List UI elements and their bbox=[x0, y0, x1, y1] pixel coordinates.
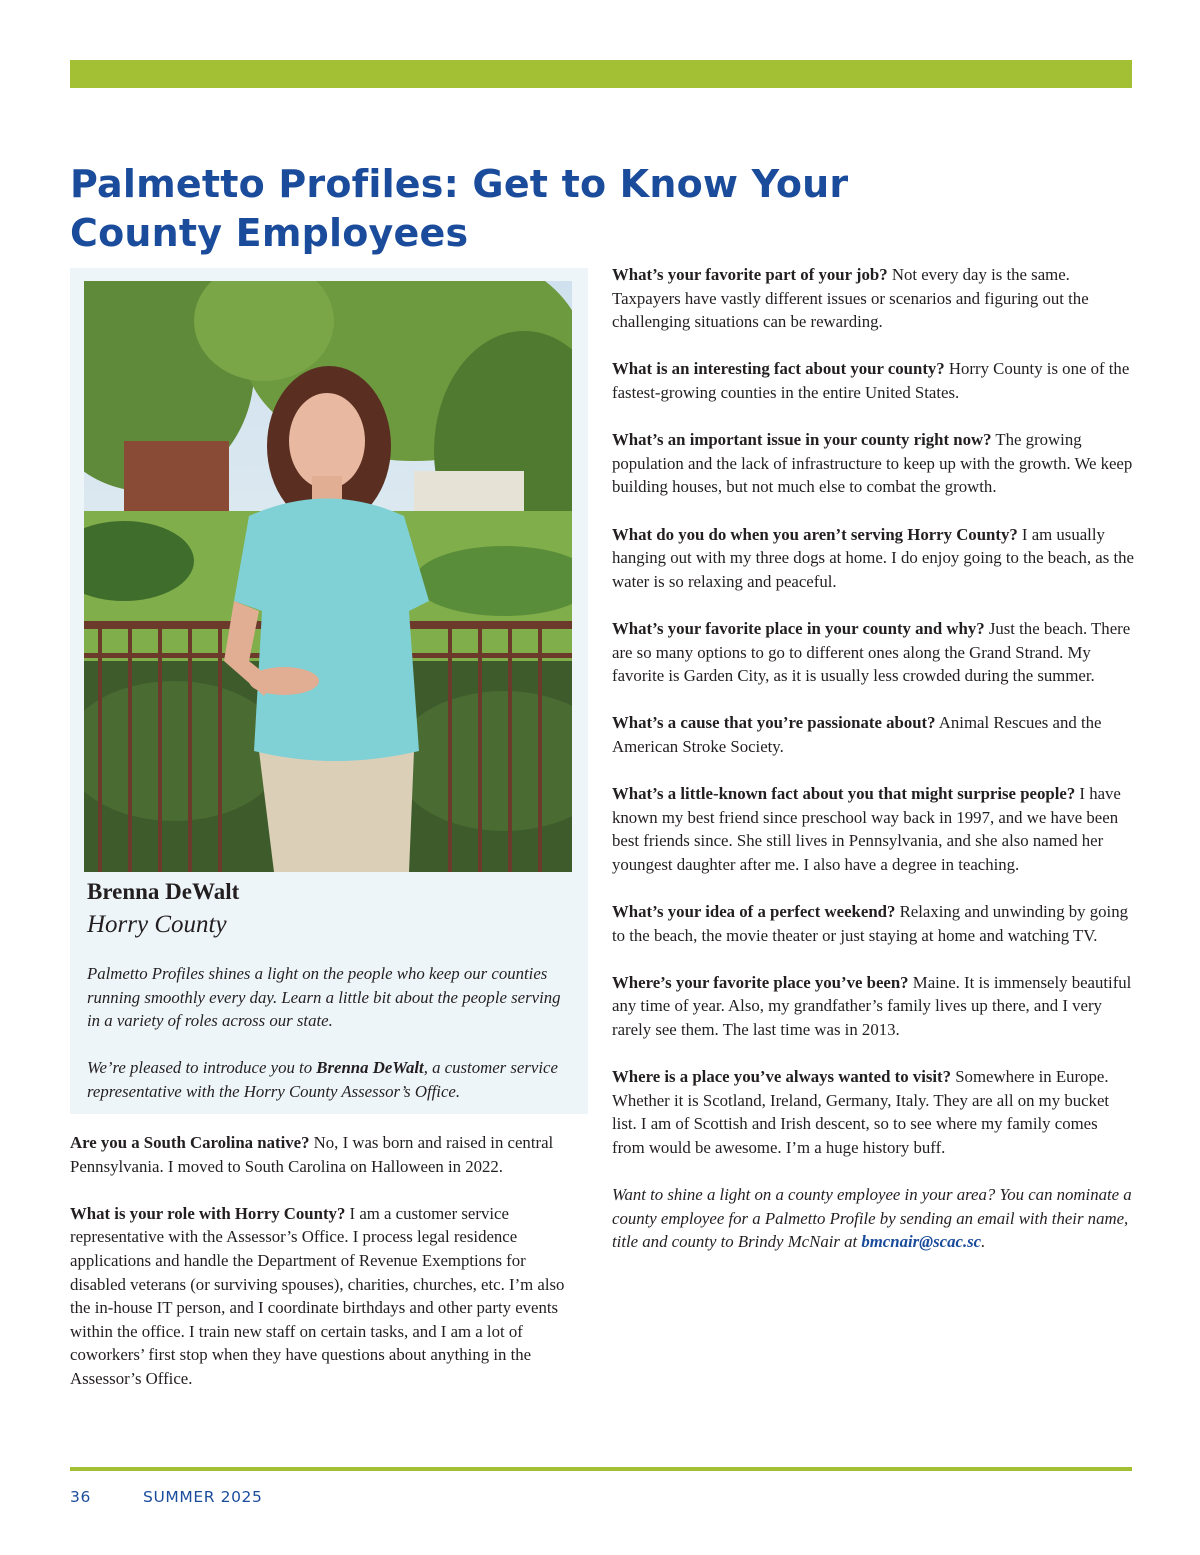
qa-question: What do you do when you aren’t serving Horry County? bbox=[612, 524, 1018, 544]
qa-answer: Horry County is one of the fastest-growing counties in the entire United States. bbox=[612, 359, 1130, 402]
qa-item bbox=[612, 617, 1134, 688]
qa-item bbox=[612, 263, 1134, 334]
closing-note bbox=[612, 1183, 1134, 1254]
issue-label: SUMMER 2025 bbox=[143, 1488, 263, 1506]
qa-question: What’s a cause that you’re passionate about? bbox=[612, 713, 936, 733]
qa-answer: The growing population and the lack of infrastructure to keep up with the growth. We keep building houses, but not much else to combat the growth. bbox=[612, 430, 1133, 497]
employee-county: Horry County bbox=[87, 911, 227, 938]
qa-item bbox=[612, 782, 1134, 876]
qa-answer: Relaxing and unwinding by going to the beach, the movie theater or just staying at home and watching TV. bbox=[612, 902, 1128, 945]
qa-answer: Not every day is the same. Taxpayers have vastly different issues or scenarios and figuring out the challenging situations can be rewarding. bbox=[612, 265, 1089, 332]
profile-photo bbox=[84, 281, 572, 872]
qa-item bbox=[612, 428, 1134, 499]
qa-item bbox=[70, 1202, 585, 1391]
qa-answer: I am usually hanging out with my three dogs at home. I do enjoy going to the beach, as the water is so relaxing and peaceful. bbox=[612, 524, 1134, 591]
qa-item bbox=[612, 971, 1134, 1042]
intro-name: Brenna DeWalt bbox=[316, 1058, 424, 1078]
intro-paragraph: Palmetto Profiles shines a light on the people who keep our counties running smoothly every day. Learn a little bit about the people serving in a variety of roles across our state. bbox=[87, 964, 561, 1031]
intro-introduction bbox=[87, 1056, 577, 1103]
qa-question: What’s your favorite place in your county and why? bbox=[612, 618, 985, 638]
qa-item bbox=[612, 711, 1134, 758]
qa-item bbox=[612, 1065, 1134, 1159]
qa-question: What’s an important issue in your county right now? bbox=[612, 430, 992, 450]
qa-question: What’s your favorite part of your job? bbox=[612, 265, 888, 284]
qa-question: What is an interesting fact about your county? bbox=[612, 359, 945, 379]
qa-item bbox=[612, 357, 1134, 404]
qa-answer: Animal Rescues and the American Stroke Society. bbox=[612, 713, 1102, 756]
qa-question: Are you a South Carolina native? bbox=[70, 1133, 310, 1152]
qa-question: What is your role with Horry County? bbox=[70, 1203, 346, 1223]
qa-question: Where’s your favorite place you’ve been? bbox=[612, 972, 909, 992]
closing-end: . bbox=[981, 1232, 986, 1252]
qa-question: What’s your idea of a perfect weekend? bbox=[612, 902, 896, 922]
profile-intro bbox=[87, 962, 577, 1127]
email-link[interactable]: bmcnair@scac.sc bbox=[861, 1232, 982, 1252]
footer-rule bbox=[70, 1467, 1132, 1471]
closing-text: Want to shine a light on a county employee in your area? You can nominate a county employee for a Palmetto Profile by sending an email with their name, title and county to Brindy McNair at bbox=[612, 1185, 1132, 1252]
employee-name: Brenna DeWalt bbox=[87, 879, 240, 904]
qa-answer: Just the beach. There are so many options to go to different ones along the Grand Strand. My favorite is Garden City, as it is usually less crowded during the summer. bbox=[612, 618, 1131, 686]
qa-question: Where is a place you’ve always wanted to visit? bbox=[612, 1067, 952, 1087]
qa-question: What’s a little-known fact about you that might surprise people? bbox=[612, 784, 1076, 804]
qa-answer: Somewhere in Europe. Whether it is Scotland, Ireland, Germany, Italy. They are all on my bucket list. I am of Scottish and Irish descent, so to see where my family comes from would be awesome. I’m a huge history buff. bbox=[612, 1067, 1110, 1157]
page-number: 36 bbox=[70, 1488, 91, 1506]
intro-before: We’re pleased to introduce you to bbox=[87, 1058, 317, 1078]
intro-after: , a customer service representative with the Horry County Assessor’s Office. bbox=[87, 1058, 558, 1101]
qa-answer: Maine. It is immensely beautiful any time of year. Also, my grandfather’s family lives up there, and I very rarely see them. The last time was in 2013. bbox=[612, 972, 1132, 1039]
qa-answer: No, I was born and raised in central Pennsylvania. I moved to South Carolina on Halloween in 2022. bbox=[70, 1133, 554, 1176]
qa-answer: I have known my best friend since preschool way back in 1997, and we have been best friends since. She still lives in Pennsylvania, and she also named her youngest daughter after me. I also have a degree in teaching. bbox=[612, 784, 1121, 874]
qa-answer: I am a customer service representative with the Assessor’s Office. I process legal residence applications and handle the Department of Revenue Exemptions for disabled veterans (or surviving spouses), charities, churches, etc. I’m also the in-house IT person, and I coordinate birthdays and other party events within the office. I train new staff on certain tasks, and I am a lot of coworkers’ first stop when they have questions about anything in the Assessor’s Office. bbox=[70, 1203, 565, 1388]
qa-item bbox=[612, 900, 1134, 947]
right-column-qa bbox=[612, 263, 1134, 1254]
page-title: Palmetto Profiles: Get to Know Your County Employees bbox=[70, 162, 849, 255]
top-accent-bar bbox=[70, 60, 1132, 88]
left-column-qa bbox=[70, 1131, 585, 1414]
qa-item bbox=[70, 1131, 585, 1178]
qa-item bbox=[612, 523, 1134, 594]
